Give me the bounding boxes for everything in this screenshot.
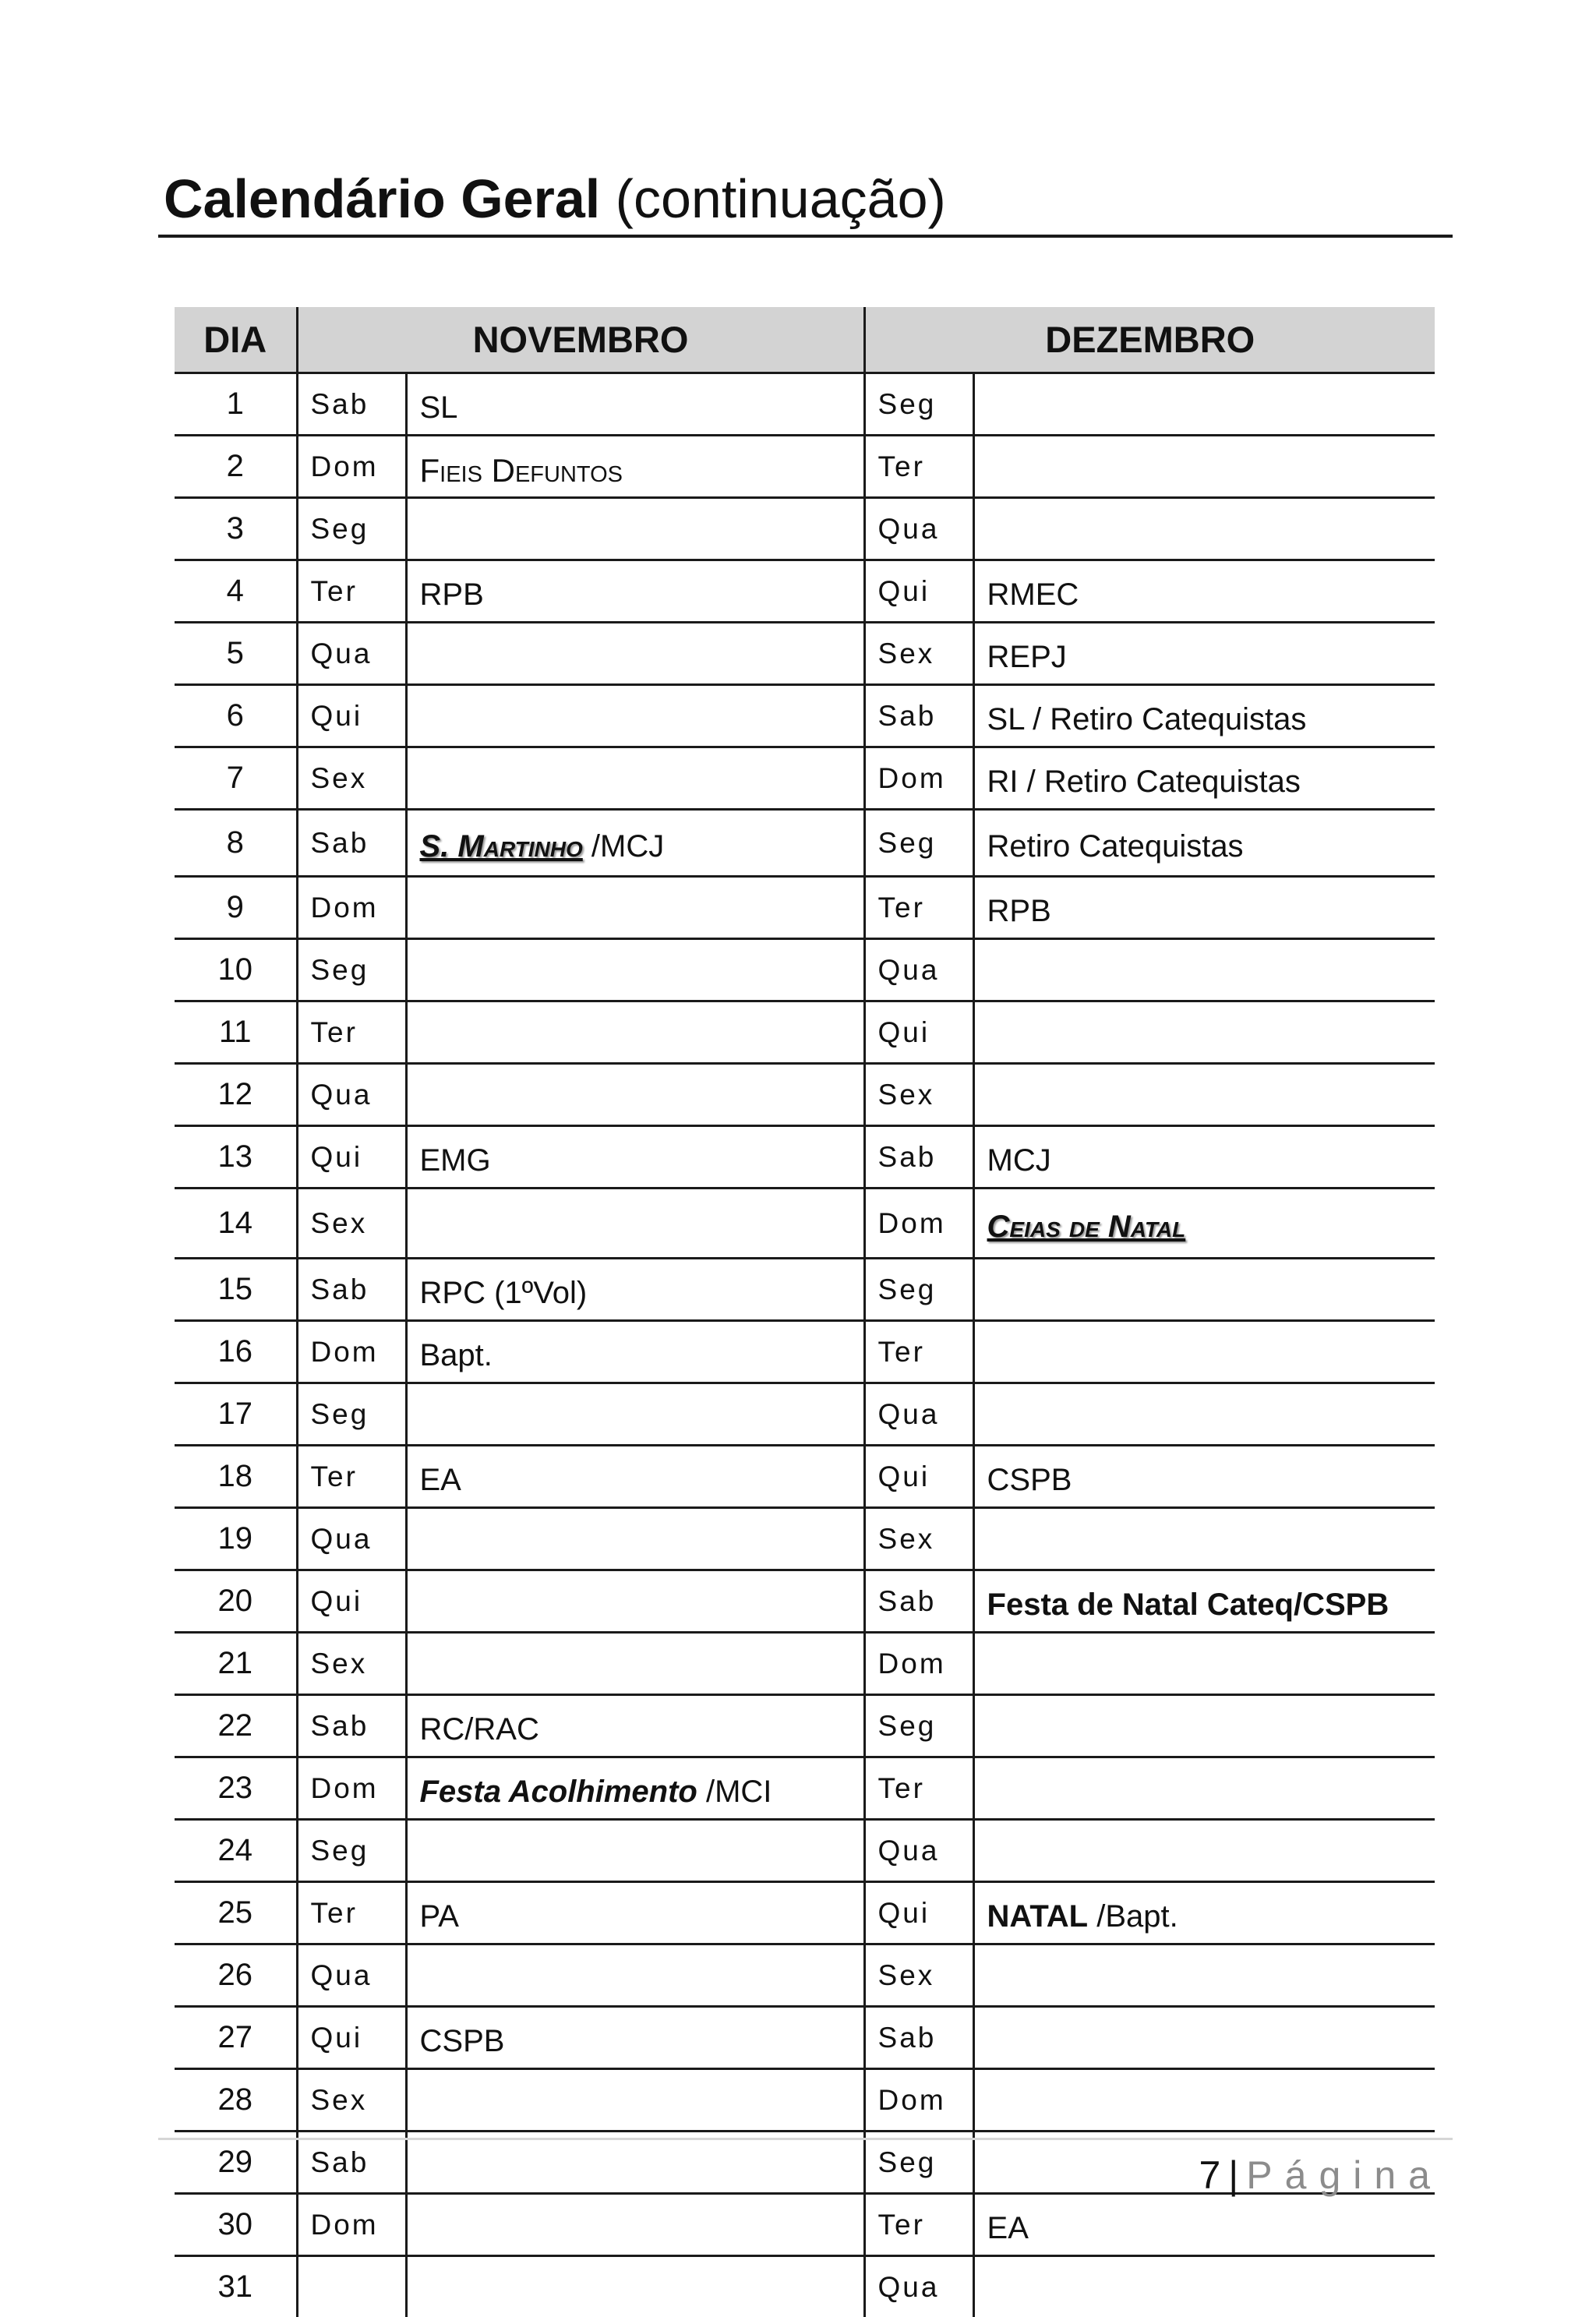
nov-event xyxy=(406,2256,864,2317)
day-number: 27 xyxy=(175,2007,297,2069)
nov-weekday: Qui xyxy=(297,1570,406,1633)
header-november: NOVEMBRO xyxy=(297,307,864,373)
dec-weekday: Qui xyxy=(864,1001,973,1064)
nov-weekday: Sab xyxy=(297,2132,406,2194)
nov-weekday: Qua xyxy=(297,1508,406,1570)
dec-weekday: Ter xyxy=(864,436,973,498)
dec-event xyxy=(973,810,1435,877)
dec-weekday: Ter xyxy=(864,2194,973,2256)
day-number: 8 xyxy=(175,810,297,877)
dec-event-text: CSPB xyxy=(987,1463,1072,1497)
nov-event xyxy=(406,373,864,436)
dec-event xyxy=(973,1189,1435,1259)
nov-event xyxy=(406,560,864,623)
dec-event-text: RPB xyxy=(987,894,1051,928)
table-row xyxy=(175,498,1435,560)
nov-weekday: Qua xyxy=(297,1944,406,2007)
day-number: 31 xyxy=(175,2256,297,2317)
dec-event xyxy=(973,1259,1435,1321)
dec-event xyxy=(973,1944,1435,2007)
dec-event-text: RI / Retiro Catequistas xyxy=(987,765,1301,799)
nov-weekday: Qui xyxy=(297,2007,406,2069)
page-number: 7 xyxy=(1199,2153,1220,2197)
day-number: 9 xyxy=(175,877,297,939)
nov-event-text: PA xyxy=(420,1899,459,1934)
table-row xyxy=(175,2194,1435,2256)
day-number: 16 xyxy=(175,1321,297,1383)
day-number: 23 xyxy=(175,1757,297,1820)
dec-event xyxy=(973,939,1435,1001)
table-row xyxy=(175,560,1435,623)
nov-weekday: Sex xyxy=(297,2069,406,2132)
day-number: 17 xyxy=(175,1383,297,1446)
day-number: 10 xyxy=(175,939,297,1001)
dec-event-text: RMEC xyxy=(987,577,1079,612)
nov-weekday: Qui xyxy=(297,1126,406,1189)
nov-event xyxy=(406,1882,864,1944)
nov-event xyxy=(406,436,864,498)
dec-weekday: Seg xyxy=(864,1259,973,1321)
nov-event xyxy=(406,498,864,560)
nov-weekday: Ter xyxy=(297,1446,406,1508)
dec-event xyxy=(973,2194,1435,2256)
table-row xyxy=(175,2256,1435,2317)
table-row xyxy=(175,1944,1435,2007)
dec-event-text: REPJ xyxy=(987,640,1067,674)
day-number: 25 xyxy=(175,1882,297,1944)
day-number: 18 xyxy=(175,1446,297,1508)
dec-event xyxy=(973,1383,1435,1446)
dec-event xyxy=(973,1321,1435,1383)
calendar-body xyxy=(175,373,1435,2317)
nov-event-text: Bapt. xyxy=(420,1338,493,1372)
dec-event xyxy=(973,1126,1435,1189)
dec-weekday: Ter xyxy=(864,1321,973,1383)
table-row xyxy=(175,1064,1435,1126)
nov-event-highlight: Festa Acolhimento xyxy=(420,1775,697,1809)
dec-event xyxy=(973,1633,1435,1695)
table-row xyxy=(175,685,1435,747)
nov-event xyxy=(406,1321,864,1383)
nov-event xyxy=(406,1064,864,1126)
nov-event xyxy=(406,939,864,1001)
dec-weekday: Sab xyxy=(864,685,973,747)
page-footer xyxy=(1199,2153,1442,2198)
nov-weekday: Sab xyxy=(297,1259,406,1321)
day-number: 6 xyxy=(175,685,297,747)
nov-weekday: Seg xyxy=(297,498,406,560)
day-number: 5 xyxy=(175,623,297,685)
day-number: 1 xyxy=(175,373,297,436)
nov-event-text: EMG xyxy=(420,1143,491,1178)
table-row xyxy=(175,1126,1435,1189)
day-number: 21 xyxy=(175,1633,297,1695)
dec-weekday: Sab xyxy=(864,2007,973,2069)
nov-event xyxy=(406,2007,864,2069)
dec-weekday: Ter xyxy=(864,1757,973,1820)
nov-event xyxy=(406,1001,864,1064)
dec-event-text: MCJ xyxy=(987,1143,1051,1178)
table-header-row xyxy=(175,307,1435,373)
table-row xyxy=(175,1633,1435,1695)
nov-event-text: Fieis Defuntos xyxy=(420,452,623,489)
dec-event xyxy=(973,623,1435,685)
nov-event-text: RPC (1ºVol) xyxy=(420,1276,588,1310)
nov-event xyxy=(406,2194,864,2256)
nov-weekday: Seg xyxy=(297,939,406,1001)
dec-event-bold: Festa de Natal Cateq/CSPB xyxy=(987,1588,1389,1622)
calendar-table xyxy=(175,307,1435,2317)
dec-weekday: Qui xyxy=(864,560,973,623)
dec-event xyxy=(973,747,1435,810)
nov-event-note: /MCJ xyxy=(583,829,664,864)
dec-event xyxy=(973,1820,1435,1882)
day-number: 7 xyxy=(175,747,297,810)
nov-weekday: Sex xyxy=(297,1633,406,1695)
table-row xyxy=(175,1321,1435,1383)
dec-weekday: Dom xyxy=(864,1189,973,1259)
dec-weekday: Qua xyxy=(864,1383,973,1446)
nov-event xyxy=(406,1126,864,1189)
nov-event xyxy=(406,1189,864,1259)
table-row xyxy=(175,1383,1435,1446)
dec-event-text: Retiro Catequistas xyxy=(987,829,1244,864)
day-number: 26 xyxy=(175,1944,297,2007)
nov-event xyxy=(406,810,864,877)
dec-event-bold: NATAL xyxy=(987,1899,1089,1934)
dec-event xyxy=(973,1064,1435,1126)
dec-event xyxy=(973,373,1435,436)
table-row xyxy=(175,1757,1435,1820)
nov-event xyxy=(406,1383,864,1446)
dec-event xyxy=(973,2007,1435,2069)
dec-event xyxy=(973,1757,1435,1820)
nov-event xyxy=(406,1820,864,1882)
table-row xyxy=(175,810,1435,877)
header-december: DEZEMBRO xyxy=(864,307,1435,373)
table-row xyxy=(175,373,1435,436)
day-number: 12 xyxy=(175,1064,297,1126)
day-number: 15 xyxy=(175,1259,297,1321)
dec-weekday: Sex xyxy=(864,1064,973,1126)
day-number: 3 xyxy=(175,498,297,560)
day-number: 30 xyxy=(175,2194,297,2256)
nov-weekday: Qua xyxy=(297,1064,406,1126)
dec-event xyxy=(973,1882,1435,1944)
day-number: 13 xyxy=(175,1126,297,1189)
nov-event xyxy=(406,1259,864,1321)
day-number: 14 xyxy=(175,1189,297,1259)
title-subtitle: (continuação) xyxy=(616,168,946,229)
nov-event-highlight: S. Martinho xyxy=(420,829,583,864)
nov-weekday: Qua xyxy=(297,623,406,685)
nov-weekday: Sab xyxy=(297,373,406,436)
nov-event xyxy=(406,747,864,810)
dec-weekday: Seg xyxy=(864,2132,973,2194)
dec-event xyxy=(973,685,1435,747)
dec-weekday: Qua xyxy=(864,498,973,560)
nov-weekday: Ter xyxy=(297,1882,406,1944)
nov-event-text: SL xyxy=(420,390,458,425)
table-row xyxy=(175,877,1435,939)
table-row xyxy=(175,436,1435,498)
dec-event xyxy=(973,436,1435,498)
page-header xyxy=(158,160,1453,238)
nov-event xyxy=(406,2069,864,2132)
table-row xyxy=(175,1001,1435,1064)
nov-event xyxy=(406,1570,864,1633)
dec-weekday: Qui xyxy=(864,1446,973,1508)
day-number: 2 xyxy=(175,436,297,498)
dec-weekday: Seg xyxy=(864,1695,973,1757)
nov-event xyxy=(406,685,864,747)
dec-weekday: Qua xyxy=(864,2256,973,2317)
nov-weekday: Seg xyxy=(297,1383,406,1446)
day-number: 4 xyxy=(175,560,297,623)
title-main: Calendário Geral xyxy=(164,168,600,229)
dec-weekday: Sex xyxy=(864,1508,973,1570)
nov-weekday: Dom xyxy=(297,877,406,939)
table-row xyxy=(175,1446,1435,1508)
day-number: 28 xyxy=(175,2069,297,2132)
dec-weekday: Dom xyxy=(864,747,973,810)
nov-event xyxy=(406,2132,864,2194)
nov-weekday: Qui xyxy=(297,685,406,747)
dec-event xyxy=(973,1570,1435,1633)
dec-weekday: Sab xyxy=(864,1570,973,1633)
dec-weekday: Seg xyxy=(864,373,973,436)
dec-weekday: Dom xyxy=(864,2069,973,2132)
nov-weekday: Seg xyxy=(297,1820,406,1882)
table-row xyxy=(175,1259,1435,1321)
nov-event xyxy=(406,1633,864,1695)
day-number: 24 xyxy=(175,1820,297,1882)
nov-weekday: Ter xyxy=(297,1001,406,1064)
dec-weekday: Sab xyxy=(864,1126,973,1189)
dec-event-note: /Bapt. xyxy=(1088,1899,1178,1934)
nov-event-text: EA xyxy=(420,1463,461,1497)
table-row xyxy=(175,939,1435,1001)
dec-event-highlight: Ceias de Natal xyxy=(987,1210,1186,1244)
page-title xyxy=(164,168,946,230)
header-day: DIA xyxy=(175,307,297,373)
page-word: Página xyxy=(1246,2153,1442,2197)
day-number: 11 xyxy=(175,1001,297,1064)
nov-event-note: /MCI xyxy=(697,1775,772,1809)
nov-event-text: RC/RAC xyxy=(420,1712,539,1747)
dec-weekday: Qua xyxy=(864,939,973,1001)
dec-weekday: Dom xyxy=(864,1633,973,1695)
dec-event xyxy=(973,1695,1435,1757)
dec-event xyxy=(973,1508,1435,1570)
nov-event xyxy=(406,1508,864,1570)
dec-event xyxy=(973,2256,1435,2317)
table-row xyxy=(175,2007,1435,2069)
dec-event xyxy=(973,2069,1435,2132)
dec-weekday: Sex xyxy=(864,623,973,685)
nov-weekday: Sab xyxy=(297,810,406,877)
table-row xyxy=(175,1189,1435,1259)
table-row xyxy=(175,1882,1435,1944)
dec-event-text: EA xyxy=(987,2211,1029,2245)
dec-weekday: Seg xyxy=(864,810,973,877)
nov-weekday: Dom xyxy=(297,1321,406,1383)
table-row xyxy=(175,2069,1435,2132)
nov-event xyxy=(406,877,864,939)
dec-event-text: SL / Retiro Catequistas xyxy=(987,702,1307,736)
table-row xyxy=(175,1695,1435,1757)
nov-event xyxy=(406,1446,864,1508)
nov-weekday: Sex xyxy=(297,1189,406,1259)
nov-event-text: RPB xyxy=(420,577,484,612)
nov-weekday xyxy=(297,2256,406,2317)
table-row xyxy=(175,747,1435,810)
nov-weekday: Dom xyxy=(297,2194,406,2256)
nov-event xyxy=(406,1695,864,1757)
dec-weekday: Sex xyxy=(864,1944,973,2007)
dec-event xyxy=(973,498,1435,560)
day-number: 20 xyxy=(175,1570,297,1633)
nov-event-text: CSPB xyxy=(420,2024,505,2058)
nov-event xyxy=(406,1757,864,1820)
dec-weekday: Qua xyxy=(864,1820,973,1882)
nov-weekday: Sex xyxy=(297,747,406,810)
dec-weekday: Ter xyxy=(864,877,973,939)
table-row xyxy=(175,623,1435,685)
dec-event xyxy=(973,560,1435,623)
table-row xyxy=(175,1508,1435,1570)
day-number: 19 xyxy=(175,1508,297,1570)
day-number: 22 xyxy=(175,1695,297,1757)
table-row xyxy=(175,1820,1435,1882)
nov-event xyxy=(406,1944,864,2007)
table-row xyxy=(175,1570,1435,1633)
dec-event xyxy=(973,1001,1435,1064)
dec-event xyxy=(973,877,1435,939)
dec-weekday: Qui xyxy=(864,1882,973,1944)
dec-event xyxy=(973,1446,1435,1508)
nov-weekday: Sab xyxy=(297,1695,406,1757)
day-number: 29 xyxy=(175,2132,297,2194)
nov-weekday: Dom xyxy=(297,1757,406,1820)
nov-weekday: Dom xyxy=(297,436,406,498)
footer-separator: | xyxy=(1228,2153,1238,2197)
nov-weekday: Ter xyxy=(297,560,406,623)
nov-event xyxy=(406,623,864,685)
footer-divider xyxy=(158,2138,1453,2140)
